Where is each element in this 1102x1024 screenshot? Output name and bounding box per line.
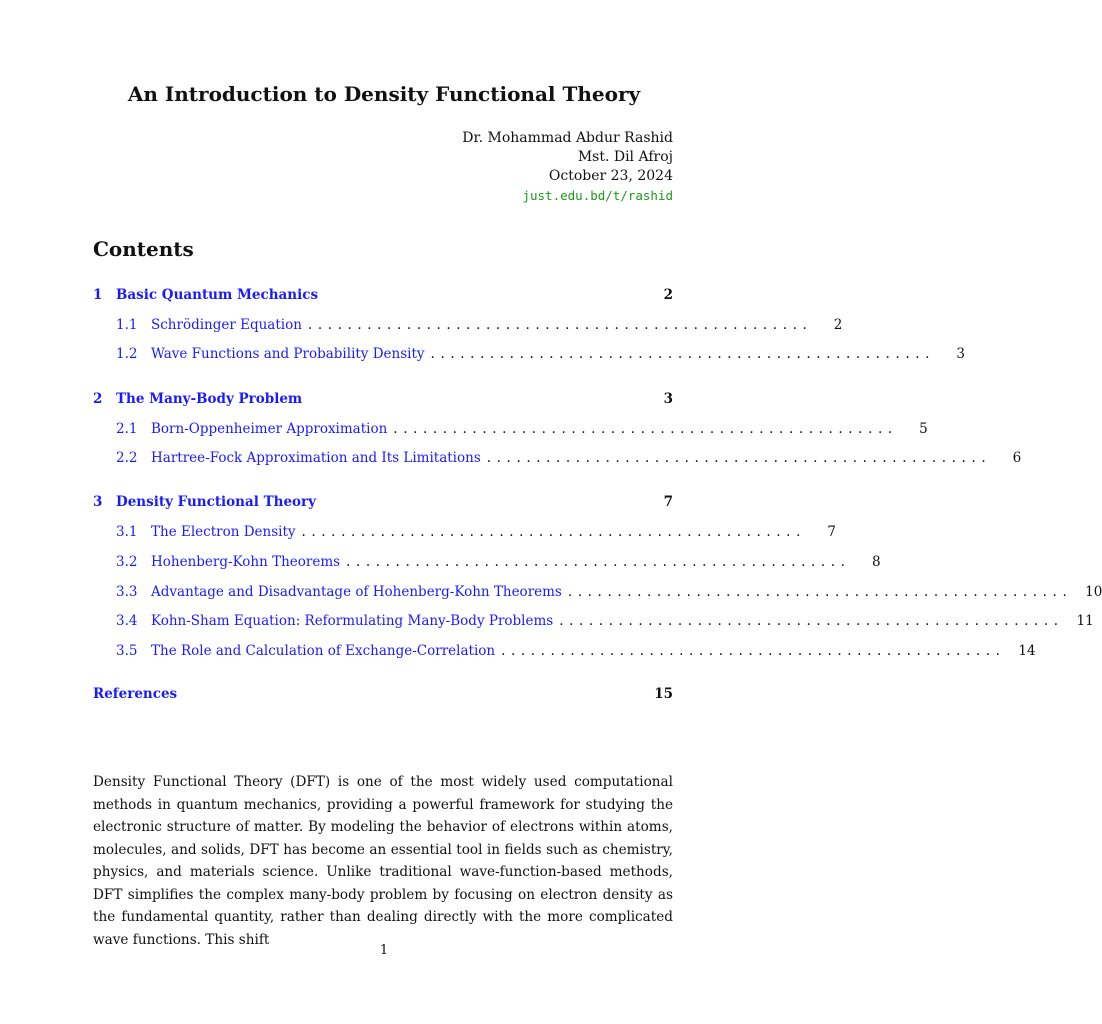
toc-page-number: 5 (919, 421, 928, 437)
toc-subsection-link[interactable] (93, 584, 1102, 604)
toc-number: 3.1 (116, 524, 138, 540)
toc-references-link[interactable] (93, 686, 673, 706)
toc-dot-leader: ................................................... (567, 584, 1073, 600)
toc-page-number: 15 (654, 686, 673, 702)
toc-number: 1.2 (116, 346, 138, 362)
toc-number: 2.2 (116, 450, 138, 466)
toc-page-number: 3 (956, 346, 966, 362)
body-paragraph: Density Functional Theory (DFT) is one of the most widely used computational methods in quantum mechanics, providing a powerful framework for studying the electronic structure of matter. By modeling the behavior of electrons within atoms, molecules, and solids, DFT has become an essential tool in fields such as chemistry, physics, and materials science. Unlike traditional wave-function-based methods, DFT simplifies the complex many-body problem by focusing on electron density as the fundamental quantity, rather than dealing directly with the more complicated wave functions. This shift (93, 774, 673, 948)
author-block (462, 129, 673, 205)
toc-subsection-link[interactable] (93, 450, 1022, 470)
author-url-link[interactable]: just.edu.bd/t/rashid (522, 188, 673, 203)
toc-subsection-link[interactable] (93, 421, 928, 441)
toc-subsection-link[interactable] (93, 613, 1094, 633)
author-name: Mst. Dil Afroj (577, 149, 673, 165)
toc-label: Hartree-Fock Approximation and Its Limitations (151, 450, 481, 466)
toc-dot-leader: ................................................... (301, 524, 806, 540)
toc-number: 3.3 (116, 584, 138, 600)
toc-number: 2 (93, 391, 103, 407)
toc-number: 2.1 (116, 421, 138, 437)
toc-number: 3 (93, 494, 103, 510)
contents-heading: Contents (93, 237, 194, 261)
toc-dot-leader: ................................................... (346, 554, 851, 570)
document-title: An Introduction to Density Functional Theory (127, 82, 641, 106)
toc-label: Born-Oppenheimer Approximation (151, 421, 388, 437)
toc-dot-leader: ................................................... (559, 613, 1064, 629)
toc-label: Hohenberg-Kohn Theorems (151, 554, 341, 570)
toc-page-number: 7 (663, 494, 673, 510)
toc-label: Wave Functions and Probability Density (151, 346, 425, 362)
toc-label: Advantage and Disadvantage of Hohenberg-Kohn Theorems (151, 584, 562, 600)
toc-page-number: 6 (1012, 450, 1022, 466)
toc-label: Basic Quantum Mechanics (116, 287, 319, 303)
toc-dot-leader: ................................................... (501, 643, 1006, 659)
toc-label: References (93, 686, 178, 702)
toc-label: Schrödinger Equation (151, 317, 302, 333)
toc-label: Density Functional Theory (116, 494, 316, 510)
toc-page-number: 7 (827, 524, 836, 540)
toc-page-number: 2 (833, 317, 843, 333)
toc-dot-leader: ................................................... (307, 317, 813, 333)
toc-label: Kohn-Sham Equation: Reformulating Many-Body Problems (151, 613, 554, 629)
document-date: October 23, 2024 (548, 168, 673, 184)
toc-dot-leader: ................................................... (393, 421, 898, 437)
toc-number: 3.4 (116, 613, 138, 629)
toc-number: 3.2 (116, 554, 138, 570)
toc-dot-leader: ................................................... (430, 346, 936, 362)
toc-label: The Many-Body Problem (116, 391, 303, 407)
toc-subsection-link[interactable] (93, 524, 836, 544)
toc-page-number: 11 (1076, 613, 1094, 629)
toc-page-number: 2 (663, 287, 673, 303)
toc-page-number: 3 (663, 391, 673, 407)
toc-number: 1 (93, 287, 103, 303)
toc-subsection-link[interactable] (93, 317, 843, 337)
toc-label: The Role and Calculation of Exchange-Correlation (151, 643, 496, 659)
toc-subsection-link[interactable] (93, 346, 966, 366)
toc-subsection-link[interactable] (93, 554, 881, 574)
toc-section-link[interactable] (93, 494, 673, 514)
author-name: Dr. Mohammad Abdur Rashid (462, 130, 673, 146)
toc-subsection-link[interactable] (93, 643, 1036, 663)
toc-number: 3.5 (116, 643, 138, 659)
toc-page-number: 14 (1018, 643, 1036, 659)
toc-page-number: 10 (1085, 584, 1102, 600)
toc-dot-leader: ................................................... (486, 450, 992, 466)
toc-section-link[interactable] (93, 391, 673, 411)
toc-label: The Electron Density (151, 524, 296, 540)
toc-number: 1.1 (116, 317, 138, 333)
toc-section-link[interactable] (93, 287, 673, 307)
page-number: 1 (379, 943, 389, 958)
toc-page-number: 8 (871, 554, 881, 570)
